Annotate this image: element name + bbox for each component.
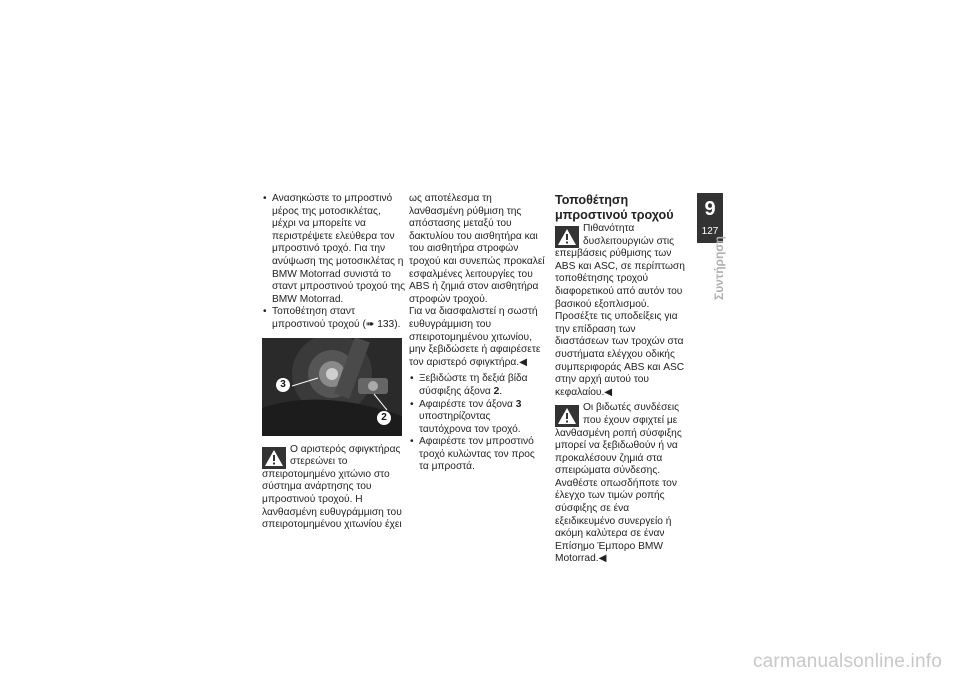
- bullet-front-stand: • Τοποθέτηση σταντ μπροστινού τροχού (➠ 133).: [262, 306, 406, 331]
- chapter-side-title: Συντήρηση: [712, 236, 726, 300]
- bullet-text-end: .: [499, 385, 503, 397]
- bullet-remove-wheel: • Αφαιρέστε τον μπροστινό τροχό κυλώντας τον προς τα μπροστά.: [409, 436, 545, 474]
- warning-abs-asc: [555, 223, 691, 311]
- warning-text: Ο αριστερός σφιγκτήρας στερεώνει το σπειροτομημένο χιτώνιο στο σύστημα ανάρτησης του μπροστινού τροχού. Η λανθασμένη ευθυγράμμιση του σπειροτομημένου χιτωνίου έχει: [262, 443, 402, 531]
- paragraph-wheel-dimensions: Προσέξτε τις υποδείξεις για την επίδραση των διαστάσεων των τροχών στα συστήματα ελέγχου οδικής συμπεριφοράς ABS και ASC στην αρχή αυτού του κεφαλαίου.◀: [555, 311, 685, 398]
- warning-triangle-icon: [555, 405, 579, 427]
- front-wheel-photo: [262, 338, 402, 436]
- callout-3: 3: [276, 378, 290, 392]
- warning-text: Οι βιδωτές συνδέσεις που έχουν σφιχτεί με λανθασμένη ροπή σύσφιξης μπορεί να ξεβιδωθούν ή να προκαλέσουν ζημιά στα σπειρώματα σύνδεσης.: [555, 402, 682, 477]
- column-2: [409, 193, 545, 474]
- bullet-ref: 3: [515, 398, 522, 410]
- callout-2: 2: [377, 411, 391, 425]
- warning-left-clamp: [262, 444, 406, 532]
- warning-triangle-icon: [262, 447, 286, 469]
- bullet-lift-motorcycle: • Ανασηκώστε το μπροστινό μέρος της μοτοσικλέτας, μέχρι να μπορείτε να περιστρέψετε ελεύθερα τον μπροστινό τροχό. Για την ανύψωση της μοτοσικλέτας η BMW Motorrad συνιστά το σταντ μπροστινού τροχού της BMW Motorrad.: [262, 193, 406, 306]
- column-3: [555, 193, 691, 566]
- bullet-text: Ξεβιδώστε τη δεξιά βίδα σύσφιξης άξονα: [419, 373, 528, 397]
- bullet-remove-axle: [409, 399, 545, 437]
- paragraph-misalignment: ως αποτέλεσμα τη λανθασμένη ρύθμιση της απόστασης μεταξύ του δακτυλίου του αισθητήρα και του αισθητήρα στροφών τροχού και συνεπώς προκαλεί εσφαλμένες λειτουργίες του ABS ή ζημιά στον αισθητήρα στροφών τροχού.: [409, 193, 545, 305]
- warning-torque: [555, 402, 691, 478]
- column-1: [262, 193, 406, 532]
- paragraph-torque-check: Αναθέστε οπωσδήποτε τον έλεγχο των τιμών ροπής σύσφιξης σε ένα εξειδικευμένο συνεργείο ή ακόμη καλύτερα σε έναν Επίσημο Έμπορο BMW Motorrad.◀: [555, 477, 677, 565]
- bullet-loosen-screw: [409, 373, 545, 398]
- warning-triangle-icon: [555, 226, 579, 248]
- bullet-text-end: υποστηρίζοντας ταυτόχρονα τον τροχό.: [419, 411, 521, 435]
- chapter-number: 9: [704, 198, 716, 220]
- bullet-ref: 2: [493, 385, 500, 397]
- warning-text: Πιθανότητα δυσλειτουργιών στις επεμβάσεις ρύθμισης των ABS και ASC, σε περίπτωση τοποθέτησης τροχού διαφορετικού από αυτόν του βασικού εξοπλισμού.: [555, 223, 685, 310]
- watermark: carmanualsonline.info: [752, 651, 942, 672]
- section-heading: Τοποθέτηση μπροστινού τροχού: [555, 193, 674, 222]
- bullet-text: Αφαιρέστε τον άξονα: [419, 398, 516, 410]
- paragraph-alignment-note: Για να διασφαλιστεί η σωστή ευθυγράμμιση του σπειροτομημένου χιτωνίου, μην ξεβιδώσετε ή αφαιρέσετε τον αριστερό σφιγκτήρα.◀: [409, 306, 541, 368]
- page-number: 127: [701, 226, 719, 237]
